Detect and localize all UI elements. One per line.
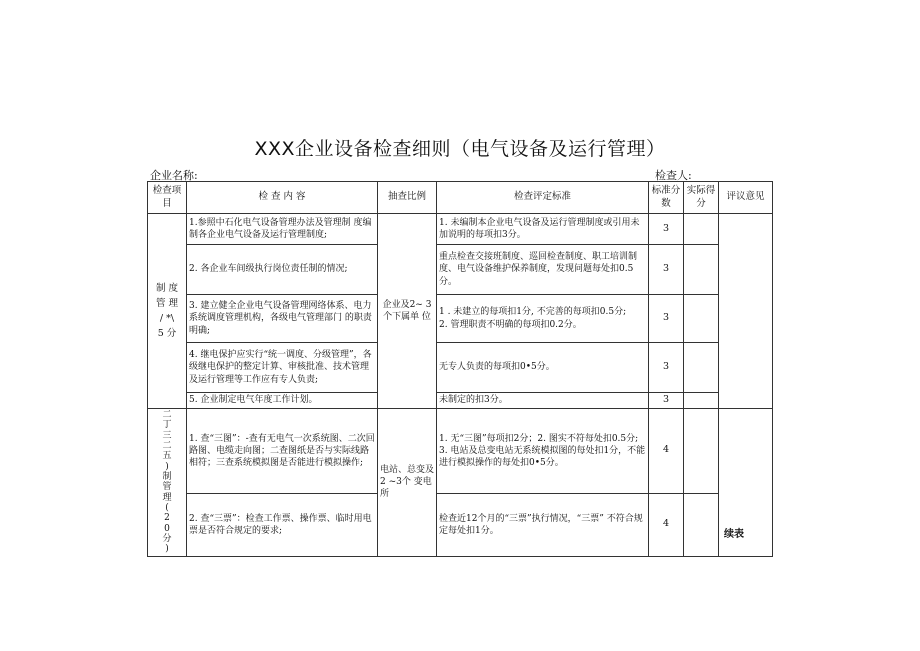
row-content: 5. 企业制定电气年度工作计划。 — [187, 393, 378, 409]
row-criteria: 检查近12个月的“三票”执行情况，“三票” 不符合规定每处扣1分。 — [437, 493, 649, 556]
header-actual-score: 实际得分 — [684, 182, 719, 214]
header-std-score: 标准分数 — [649, 182, 684, 214]
row-criteria: 重点检查交接班制度、巡回检查制度、职工培训制度、电气设备维护保养制度，发现问题每处扣0.5 分。 — [437, 245, 649, 295]
table-row — [148, 295, 773, 343]
row-content: 1.参照中石化电气设备管理办法及管理制 度编制各企业电气设备及运行管理制度; — [187, 214, 378, 245]
actual-score-cell[interactable] — [684, 493, 719, 556]
row-score: 3 — [649, 343, 684, 393]
row-content: 3. 建立健全企业电气设备管理网络体系、电力系统调度管理机构，各级电气管理部门 的职责明确; — [187, 295, 378, 343]
table-row — [148, 493, 773, 556]
continued-label: 续表 — [724, 529, 744, 540]
section1-item: 制 度 管 理 / *\ 5 分 — [148, 214, 187, 409]
section2-item: 二 丁 三 二 五 ) 制 管 理 ( 2 0 分 ) — [148, 408, 187, 556]
company-name-label: 企业名称: — [150, 169, 198, 182]
table-row — [148, 408, 773, 493]
table-row — [148, 393, 773, 409]
actual-score-cell[interactable] — [684, 408, 719, 493]
table-row — [148, 343, 773, 393]
table-row — [148, 214, 773, 245]
row-criteria: 1. 无“三图”每项扣2分；2. 图实不符每处扣0.5分; 3. 电站及总变电站无系统模拟图的每处扣1分，不能进行模拟操作的每处扣0•5分。 — [437, 408, 649, 493]
actual-score-cell[interactable] — [684, 295, 719, 343]
header-ratio: 抽查比例 — [378, 182, 437, 214]
actual-score-cell[interactable] — [684, 214, 719, 245]
row-criteria: 未制定的扣3分。 — [437, 393, 649, 409]
header-opinion: 评议意见 — [719, 182, 773, 214]
opinion-cell[interactable] — [719, 214, 773, 409]
row-criteria: 1 . 未建立的每项扣1分, 不完善的每项扣0.5分; 2. 管理职责不明确的每项扣0.2分。 — [437, 295, 649, 343]
header-item: 检查项目 — [148, 182, 187, 214]
inspector-label: 检查人: — [655, 169, 692, 182]
section2-ratio: 电站、总变及2 ~3个 变电所 — [378, 408, 437, 556]
row-score: 3 — [649, 295, 684, 343]
table-header-row — [148, 182, 773, 214]
row-score: 4 — [649, 493, 684, 556]
header-content: 检 查 内 容 — [187, 182, 378, 214]
inspection-table — [147, 181, 773, 557]
row-criteria: 无专人负责的每项扣0•5分。 — [437, 343, 649, 393]
row-score: 3 — [649, 245, 684, 295]
row-score: 3 — [649, 393, 684, 409]
header-criteria: 检查评定标准 — [437, 182, 649, 214]
section1-ratio: 企业及2~ 3个下属单 位 — [378, 214, 437, 409]
row-content: 2. 各企业车间级执行岗位责任制的情况; — [187, 245, 378, 295]
row-content: 2. 查“三票”：检查工作票、操作票、临时用电票是否符合规定的要求; — [187, 493, 378, 556]
row-content: 4. 继电保护应实行“统一调度、分级管理”，各级继电保护的整定计算、审核批准、技术管理及运行管理等工作应有专人负责; — [187, 343, 378, 393]
actual-score-cell[interactable] — [684, 343, 719, 393]
row-score: 4 — [649, 408, 684, 493]
actual-score-cell[interactable] — [684, 245, 719, 295]
row-criteria: 1. 未编制本企业电气设备及运行管理制度或引用未加说明的每项扣3分。 — [437, 214, 649, 245]
row-score: 3 — [649, 214, 684, 245]
document-title: XXX企业设备检查细则（电气设备及运行管理） — [254, 138, 666, 160]
table-row — [148, 245, 773, 295]
actual-score-cell[interactable] — [684, 393, 719, 409]
row-content: 1. 查“三图”：-查有无电气一次系统图、二次回路图、电缆走向图；二查图纸是否与实际线路相符；三查系统模拟图是否能进行模拟操作; — [187, 408, 378, 493]
